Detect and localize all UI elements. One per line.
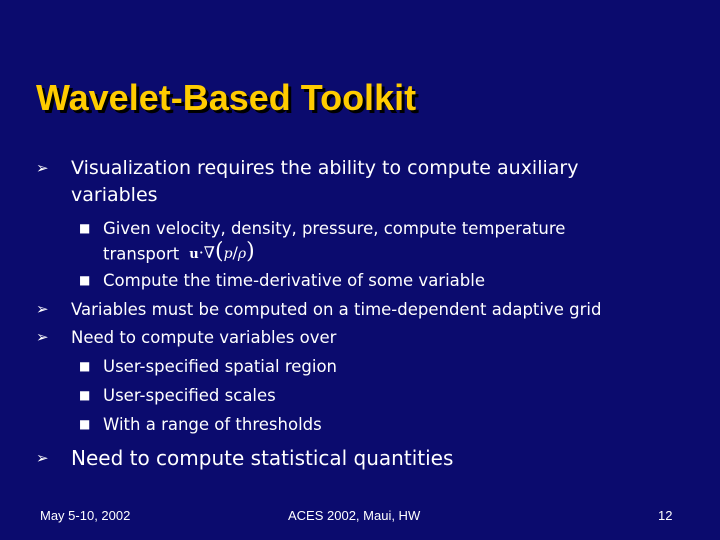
footer-page-number: 12 — [658, 508, 673, 523]
square-bullet-icon: ■ — [79, 359, 91, 373]
subbullet-text: With a range of thresholds — [103, 415, 322, 434]
bullet-text: Variables must be computed on a time-dependent adaptive grid — [71, 300, 602, 319]
square-bullet-icon: ■ — [79, 273, 91, 287]
bullet-text: Visualization requires the ability to compute auxiliary — [71, 157, 579, 179]
formula-u: u — [189, 247, 199, 262]
formula-close-paren: ) — [246, 239, 255, 264]
subbullet-text: User-specified scales — [103, 386, 276, 405]
subbullet-text: User-specified spatial region — [103, 357, 338, 376]
slide-title: Wavelet-Based Toolkit — [36, 77, 417, 118]
formula-rho: ρ — [237, 246, 247, 262]
bullet-text: Need to compute variables over — [71, 328, 337, 347]
formula-dot: · — [198, 243, 204, 262]
transport-formula — [189, 239, 255, 267]
square-bullet-icon: ■ — [79, 221, 91, 235]
bullet-arrow-icon: ➢ — [36, 328, 49, 346]
formula-p: p — [223, 246, 233, 262]
subbullet-text: Compute the time-derivative of some variable — [103, 271, 485, 290]
bullet-arrow-icon: ➢ — [36, 300, 49, 318]
footer-date: May 5-10, 2002 — [40, 508, 131, 523]
transport-label: transport — [103, 244, 180, 264]
formula-slash: / — [232, 243, 238, 262]
subbullet-text-cont — [103, 241, 255, 269]
bullet-arrow-icon: ➢ — [36, 159, 49, 177]
subbullet-text: Given velocity, density, pressure, compute temperature — [103, 219, 566, 238]
square-bullet-icon: ■ — [79, 388, 91, 402]
bullet-text: Need to compute statistical quantities — [71, 446, 454, 470]
square-bullet-icon: ■ — [79, 417, 91, 431]
formula-open-paren: ( — [214, 239, 224, 264]
formula-nabla: ∇ — [203, 243, 215, 262]
bullet-arrow-icon: ➢ — [36, 449, 49, 467]
footer-event: ACES 2002, Maui, HW — [288, 508, 421, 523]
bullet-text: variables — [71, 184, 158, 206]
